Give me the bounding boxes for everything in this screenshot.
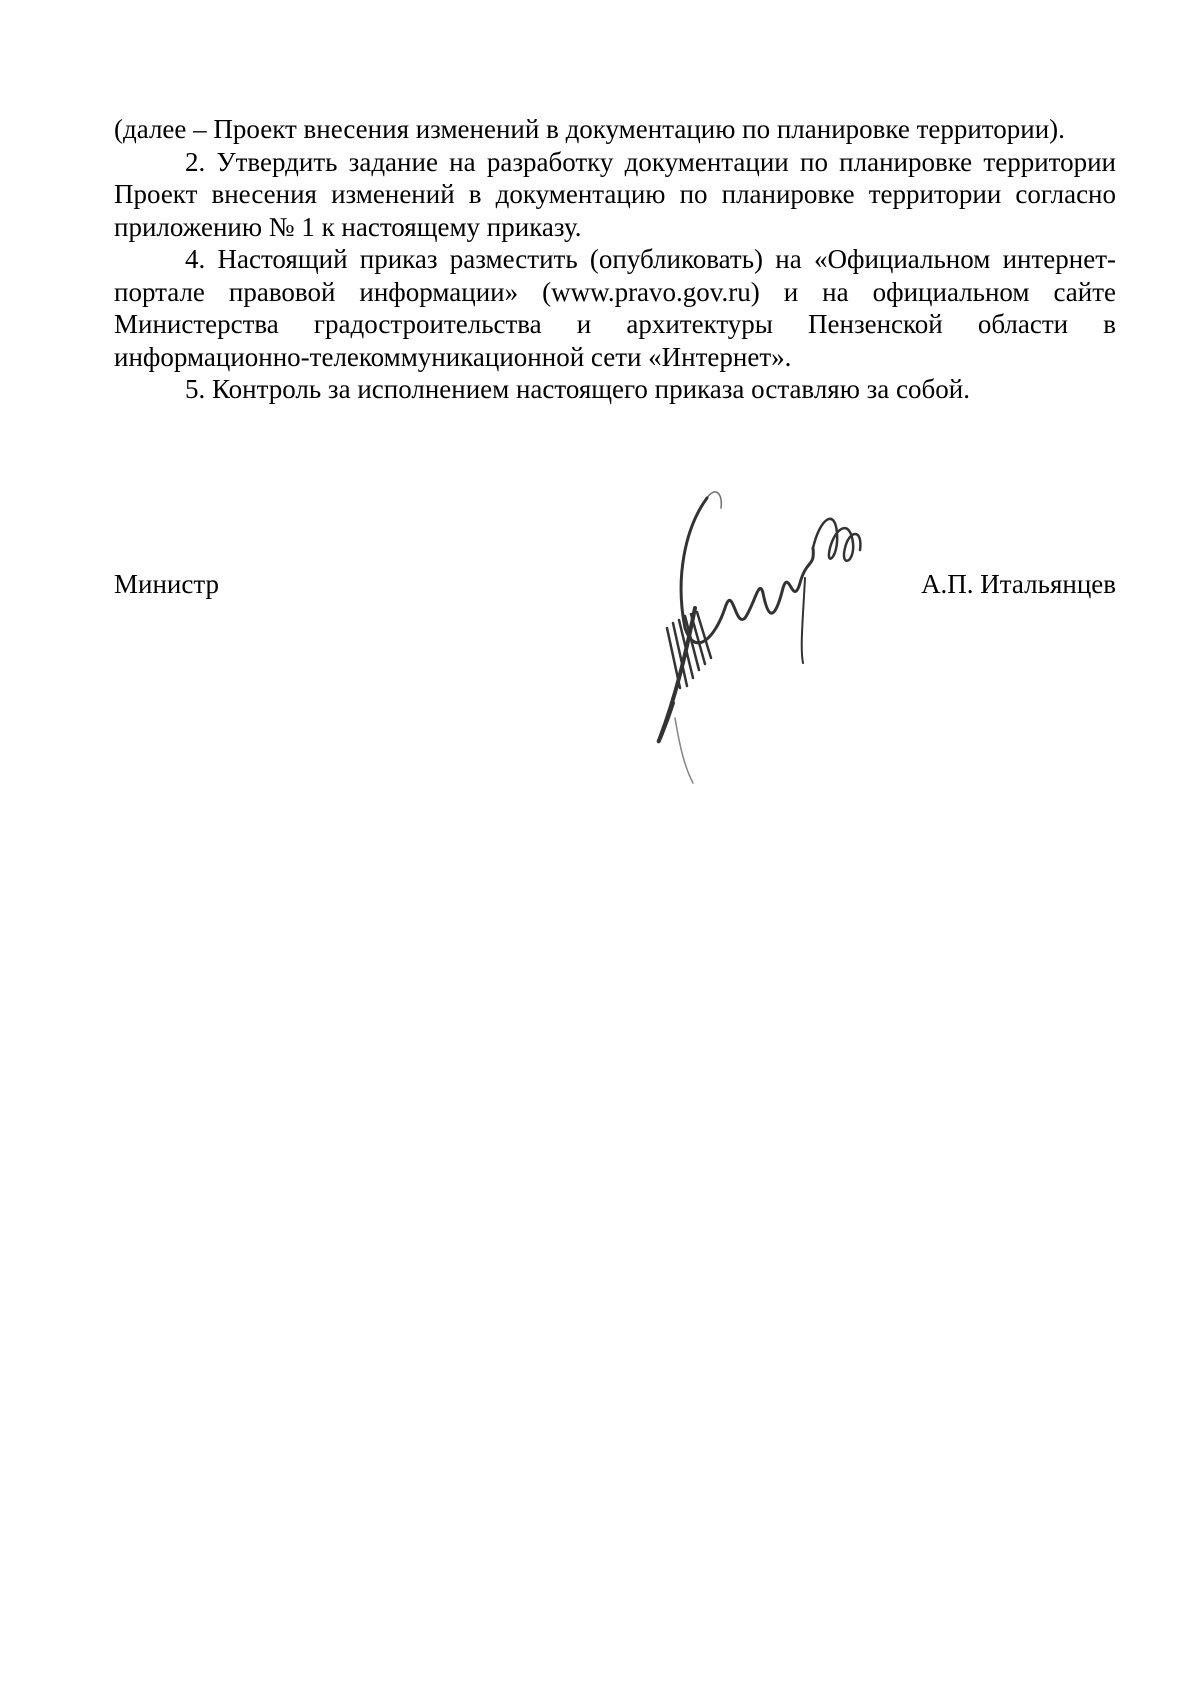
signature-descender	[802, 578, 805, 663]
signature-right-flourish	[813, 519, 860, 561]
document-body	[114, 113, 1116, 406]
signature-top-trail	[707, 492, 721, 508]
signatory-role: Министр	[114, 569, 219, 599]
signatory-name: А.П. Итальянцев	[921, 569, 1116, 599]
paragraph-continuation: (далее – Проект внесения изменений в документацию по планировке территории).	[114, 114, 1065, 144]
paragraph-item-2: 2. Утвердить задание на разработку документации по планировке территории Проект внесения изменений в документацию по планировке территории согласно приложению № 1 к настоящему приказу.	[114, 146, 1116, 242]
paragraph-item-4: 4. Настоящий приказ разместить (опубликовать) на «Официальном интернет-портале правовой информации» (www.pravo.gov.ru) и на официальном сайте Министерства градостроительства и архитектуры Пензенской области в информационно-телекоммуникационной сети «Интернет».	[114, 244, 1116, 372]
handwritten-signature	[655, 488, 900, 788]
signature-hatching-stroke	[667, 612, 711, 688]
signature-lower-trail	[675, 718, 693, 783]
paragraph-item-5: 5. Контроль за исполнением настоящего приказа оставляю за собой.	[185, 374, 970, 404]
